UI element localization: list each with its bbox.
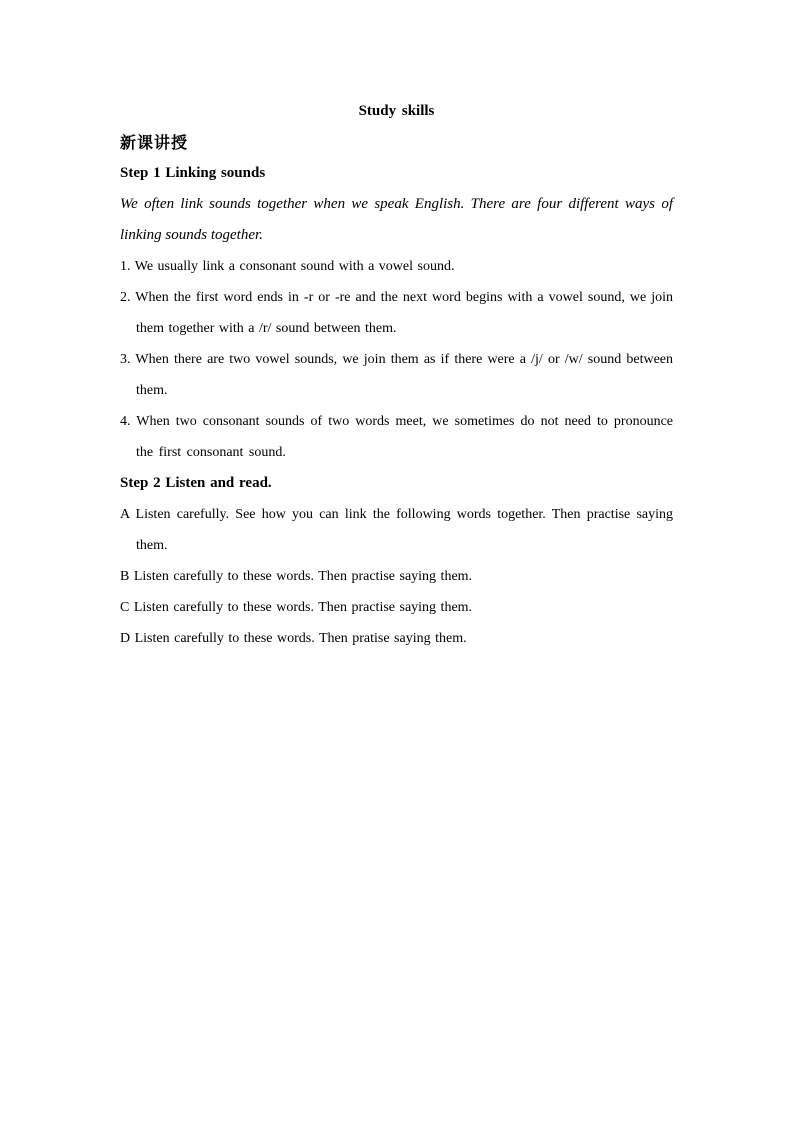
step2-item-d: D Listen carefully to these words. Then pratise saying them. [120,631,467,646]
document-page [120,96,673,654]
step2-item-a: A Listen carefully. See how you can link the following words together. Then practise saying them. [120,507,673,553]
step1-item-4: 4. When two consonant sounds of two words meet, we sometimes do not need to pronounce the first consonant sound. [120,414,673,460]
step1-heading: Step 1 Linking sounds [120,165,266,181]
step1-item-1: 1. We usually link a consonant sound with a vowel sound. [120,259,455,274]
step1-intro: We often link sounds together when we speak English. There are four different ways of linking sounds together. [120,196,673,243]
step2-item-c: C Listen carefully to these words. Then practise saying them. [120,600,473,615]
section-heading: 新课讲授 [120,133,189,152]
step2-item-b: B Listen carefully to these words. Then practise saying them. [120,569,473,584]
step1-item-2: 2. When the first word ends in -r or -re and the next word begins with a vowel sound, we join them together with a /r/ sound between them. [120,290,673,336]
step1-item-3: 3. When there are two vowel sounds, we join them as if there were a /j/ or /w/ sound between them. [120,352,673,398]
step2-heading: Step 2 Listen and read. [120,475,272,491]
page-title: Study skills [358,103,435,119]
